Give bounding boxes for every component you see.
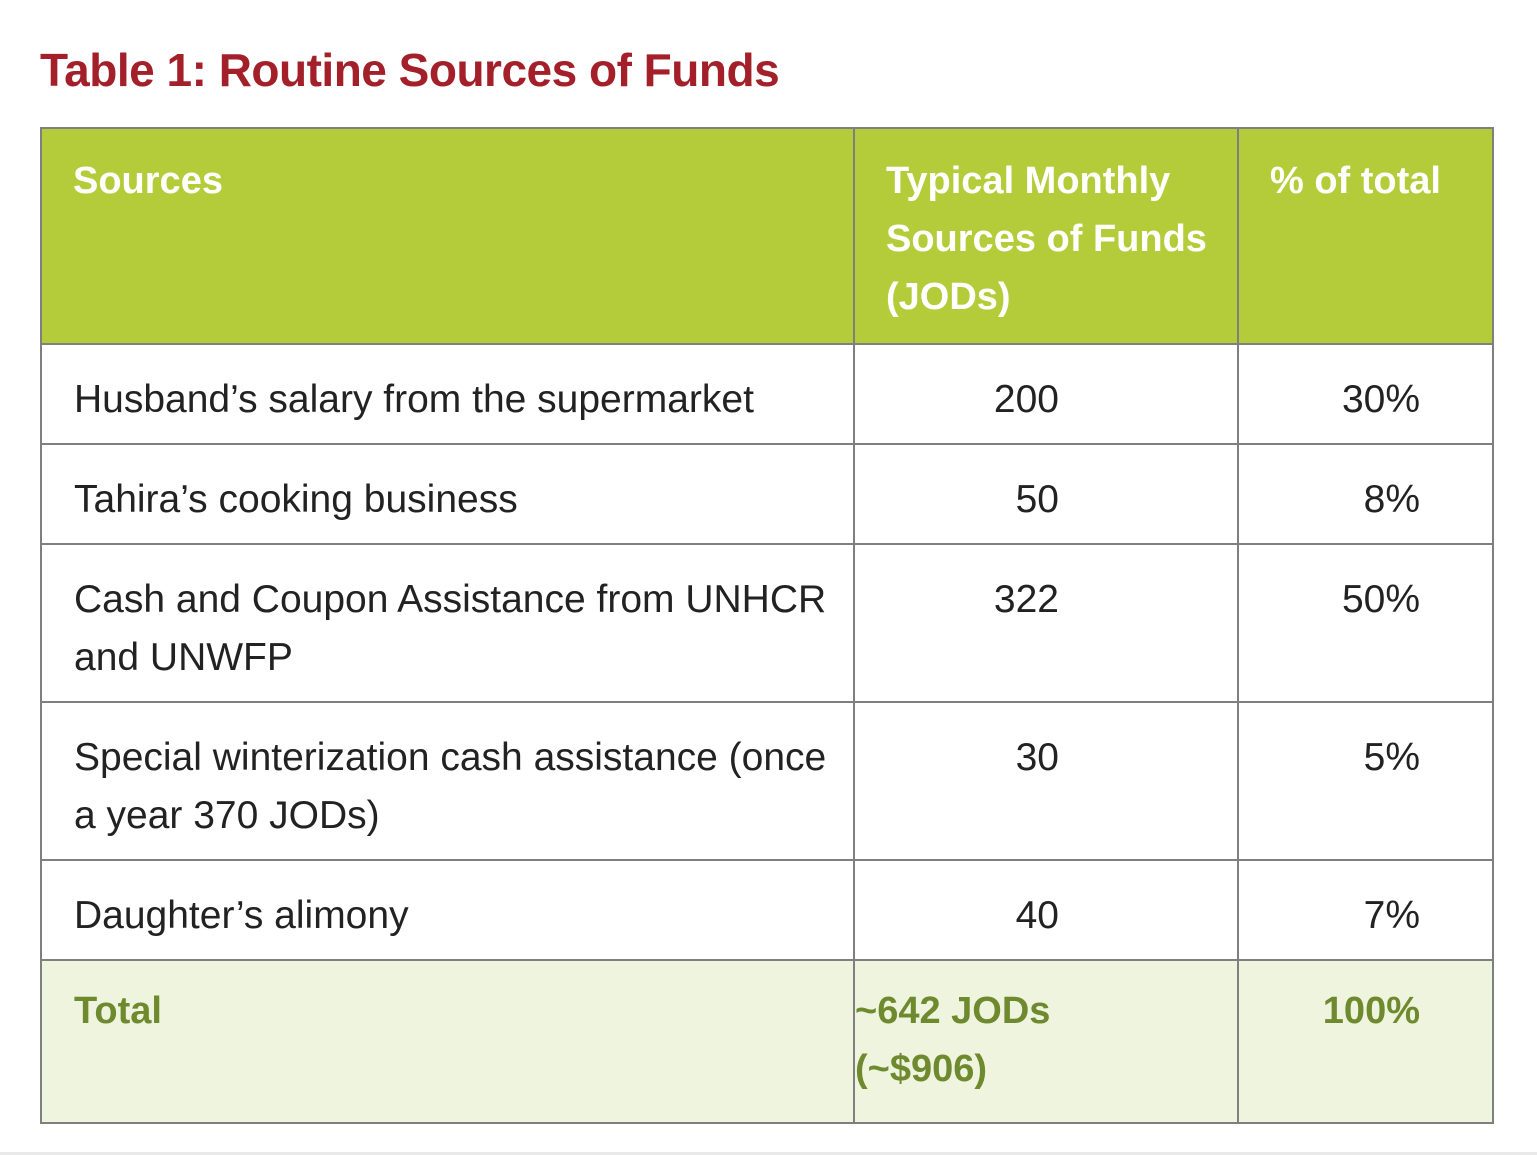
sources-of-funds-table [40,127,1494,1124]
table-row [41,860,1493,960]
header-sources: Sources [41,128,854,344]
table-row [41,344,1493,444]
row-amount: 200 [854,344,1238,444]
total-amount-usd: (~$906) [855,1048,988,1090]
table-header-row [41,128,1493,344]
table-title: Table 1: Routine Sources of Funds [40,44,780,96]
row-source: Tahira’s cooking business [41,444,854,544]
total-row [41,960,1493,1123]
total-amount [854,960,1238,1123]
row-amount: 50 [854,444,1238,544]
total-label: Total [41,960,854,1123]
row-amount: 322 [854,544,1238,702]
row-percent: 8% [1238,444,1493,544]
row-source: Cash and Coupon Assistance from UNHCR and UNWFP [41,544,854,702]
row-percent: 5% [1238,702,1493,860]
row-percent: 7% [1238,860,1493,960]
row-source: Special winterization cash assistance (once a year 370 JODs) [41,702,854,860]
total-amount-jod: ~642 JODs [855,990,1051,1032]
row-percent: 30% [1238,344,1493,444]
header-monthly-funds: Typical Monthly Sources of Funds (JODs) [854,128,1238,344]
total-percent: 100% [1238,960,1493,1123]
table-row [41,444,1493,544]
header-percent-of-total: % of total [1238,128,1493,344]
table-row [41,702,1493,860]
row-percent: 50% [1238,544,1493,702]
row-source: Daughter’s alimony [41,860,854,960]
row-source: Husband’s salary from the supermarket [41,344,854,444]
row-amount: 30 [854,702,1238,860]
row-amount: 40 [854,860,1238,960]
table-row [41,544,1493,702]
